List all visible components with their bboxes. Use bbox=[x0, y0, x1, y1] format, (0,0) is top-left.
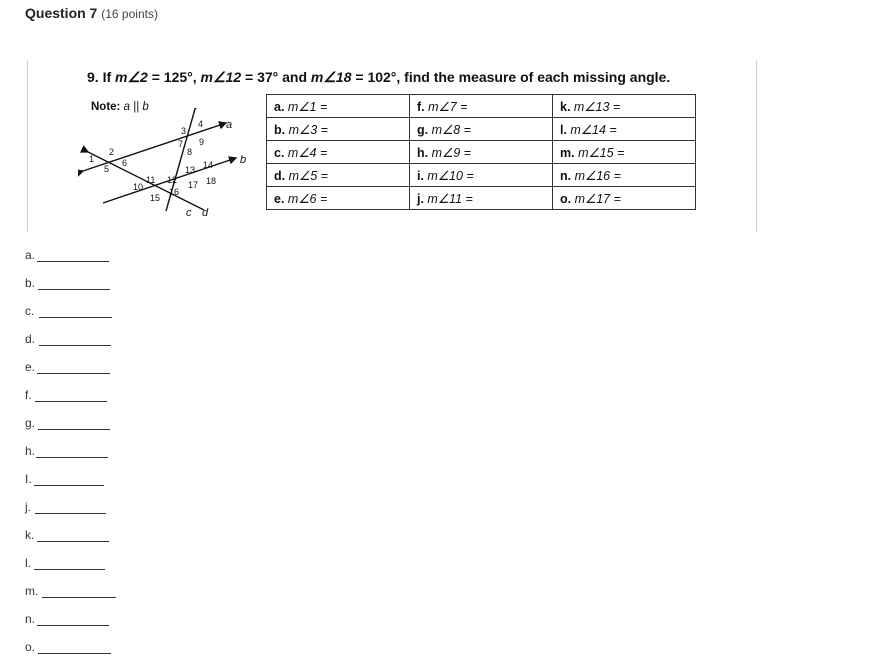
table-cell bbox=[267, 141, 410, 164]
table-cell bbox=[553, 118, 696, 141]
answer-label: h. bbox=[25, 444, 36, 458]
answer-row bbox=[25, 640, 35, 656]
answer-blank[interactable] bbox=[36, 457, 108, 458]
cell-letter: o. bbox=[560, 191, 575, 206]
svg-text:3: 3 bbox=[181, 126, 187, 136]
answer-blank[interactable] bbox=[35, 513, 106, 514]
answer-row bbox=[25, 556, 31, 572]
answer-row bbox=[25, 612, 35, 628]
label-c: c bbox=[186, 207, 192, 219]
svg-text:2: 2 bbox=[109, 147, 115, 157]
answer-row bbox=[25, 472, 32, 488]
answer-blank[interactable] bbox=[38, 289, 110, 290]
svg-text:16: 16 bbox=[169, 187, 180, 197]
svg-text:17: 17 bbox=[188, 180, 199, 190]
answer-blank[interactable] bbox=[38, 653, 111, 654]
svg-text:6: 6 bbox=[122, 158, 128, 168]
cell-text: m∠15 = bbox=[578, 145, 625, 160]
answer-label: o. bbox=[25, 640, 36, 654]
answer-label: n. bbox=[25, 612, 36, 626]
answer-row bbox=[25, 500, 31, 516]
cell-text: m∠17 = bbox=[574, 191, 621, 206]
cell-letter: h. bbox=[417, 145, 432, 160]
question-points: (16 points) bbox=[101, 7, 158, 21]
svg-text:9: 9 bbox=[199, 137, 205, 147]
cell-text: m∠4 = bbox=[287, 145, 328, 160]
answer-blank[interactable] bbox=[37, 625, 109, 626]
table-cell bbox=[267, 118, 410, 141]
table-cell bbox=[553, 164, 696, 187]
cell-letter: g. bbox=[417, 122, 432, 137]
answer-label: f. bbox=[25, 388, 32, 402]
cell-text: m∠9 = bbox=[431, 145, 471, 160]
answer-label: m. bbox=[25, 584, 39, 598]
answer-row bbox=[25, 276, 35, 292]
problem-number: 9. bbox=[87, 69, 99, 85]
svg-text:4: 4 bbox=[198, 119, 204, 129]
cell-letter: i. bbox=[417, 168, 428, 183]
cell-text: m∠7 = bbox=[428, 99, 468, 114]
cell-text: m∠3 = bbox=[288, 122, 328, 137]
cell-text: m∠1 = bbox=[287, 99, 328, 114]
answer-blank[interactable] bbox=[39, 317, 112, 318]
table-cell bbox=[553, 187, 696, 210]
cell-letter: b. bbox=[274, 122, 289, 137]
table-cell bbox=[410, 118, 553, 141]
angle-table bbox=[266, 94, 696, 210]
note-label: Note: bbox=[91, 101, 121, 113]
table-cell bbox=[410, 95, 553, 118]
table-cell bbox=[267, 187, 410, 210]
problem-statement bbox=[87, 69, 670, 86]
cell-letter: f. bbox=[417, 99, 429, 114]
table-cell bbox=[410, 187, 553, 210]
svg-text:12: 12 bbox=[167, 175, 178, 185]
cell-letter: l. bbox=[560, 122, 571, 137]
svg-text:1: 1 bbox=[89, 154, 95, 164]
table-cell bbox=[410, 164, 553, 187]
answer-blank[interactable] bbox=[34, 569, 105, 570]
answer-blank[interactable] bbox=[37, 541, 109, 542]
svg-text:18: 18 bbox=[206, 176, 217, 186]
answer-label: g. bbox=[25, 416, 36, 430]
answer-label: c. bbox=[25, 304, 35, 318]
answer-row bbox=[25, 584, 38, 600]
svg-text:14: 14 bbox=[203, 160, 214, 170]
cell-text: m∠8 = bbox=[431, 122, 471, 137]
svg-text:13: 13 bbox=[185, 165, 196, 175]
question-title: Question 7 bbox=[25, 5, 98, 21]
cell-text: m∠14 = bbox=[570, 122, 617, 137]
cell-letter: m. bbox=[560, 145, 579, 160]
answer-row bbox=[25, 304, 34, 320]
table-cell bbox=[553, 95, 696, 118]
cell-letter: j. bbox=[417, 191, 428, 206]
answer-row bbox=[25, 416, 35, 432]
cell-text: m∠16 = bbox=[574, 168, 621, 183]
cell-text: m∠5 = bbox=[288, 168, 328, 183]
table-cell bbox=[410, 141, 553, 164]
answer-blank[interactable] bbox=[42, 597, 116, 598]
answer-blank[interactable] bbox=[34, 485, 104, 486]
label-a: a bbox=[226, 119, 233, 131]
answer-blank[interactable] bbox=[38, 429, 110, 430]
answer-blank[interactable] bbox=[39, 345, 111, 346]
answer-label: d. bbox=[25, 332, 36, 346]
svg-text:11: 11 bbox=[146, 175, 156, 185]
table-cell bbox=[553, 141, 696, 164]
answer-label: e. bbox=[25, 360, 36, 374]
answer-row bbox=[25, 388, 32, 404]
answer-label: j. bbox=[25, 500, 31, 514]
cell-letter: k. bbox=[560, 99, 574, 114]
answer-label: l. bbox=[25, 556, 31, 570]
answer-label: b. bbox=[25, 276, 36, 290]
table-cell bbox=[267, 164, 410, 187]
svg-text:8: 8 bbox=[187, 147, 193, 157]
table-row bbox=[267, 187, 696, 210]
cell-text: m∠13 = bbox=[573, 99, 621, 114]
angle-figure bbox=[78, 108, 258, 223]
cell-letter: e. bbox=[274, 191, 288, 206]
svg-text:10: 10 bbox=[133, 182, 144, 192]
note-text: a || b bbox=[123, 101, 149, 113]
answer-row bbox=[25, 360, 35, 376]
cell-text: m∠11 = bbox=[427, 191, 473, 206]
answer-label: a. bbox=[25, 248, 36, 262]
svg-text:5: 5 bbox=[104, 164, 110, 174]
table-cell bbox=[267, 95, 410, 118]
answer-blank[interactable] bbox=[37, 261, 109, 262]
answer-label: k. bbox=[25, 528, 35, 542]
cell-letter: n. bbox=[560, 168, 575, 183]
cell-text: m∠10 = bbox=[427, 168, 474, 183]
question-header bbox=[25, 5, 158, 21]
label-b: b bbox=[240, 154, 247, 166]
cell-letter: a. bbox=[274, 99, 288, 114]
answer-row bbox=[25, 444, 35, 460]
table-row bbox=[267, 164, 696, 187]
table-row bbox=[267, 95, 696, 118]
answer-label: I. bbox=[25, 472, 32, 486]
answer-row bbox=[25, 528, 34, 544]
cell-letter: d. bbox=[274, 168, 289, 183]
answer-blank[interactable] bbox=[37, 373, 110, 374]
answer-row bbox=[25, 248, 35, 264]
answer-blank[interactable] bbox=[35, 401, 107, 402]
table-row bbox=[267, 118, 696, 141]
answer-row bbox=[25, 332, 35, 348]
table-row bbox=[267, 141, 696, 164]
svg-text:15: 15 bbox=[150, 193, 161, 203]
svg-text:7: 7 bbox=[178, 139, 184, 149]
cell-text: m∠6 = bbox=[287, 191, 328, 206]
label-d: d bbox=[202, 207, 209, 219]
cell-letter: c. bbox=[274, 145, 288, 160]
problem-text: If m∠2 = 125°, m∠12 = 37° and m∠18 = 102°, find the measure of each missing angle. bbox=[102, 69, 671, 85]
